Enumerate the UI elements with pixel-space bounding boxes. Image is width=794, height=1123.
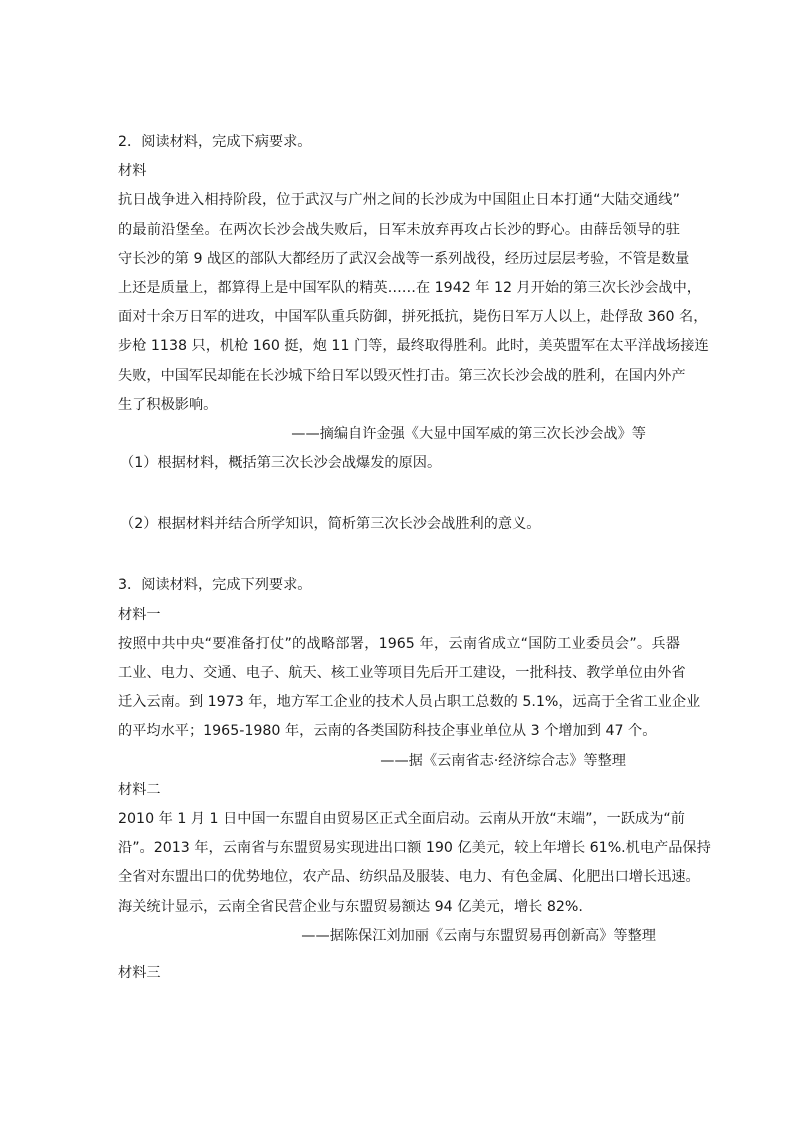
q3-material2-source: ——据陈保江刘加丽《云南与东盟贸易再创新高》等整理 (301, 927, 656, 944)
q2-question-1: （1）根据材料，概括第三次长沙会战爆发的原因。 (120, 455, 442, 472)
q2-paragraph-line: 面对十余万日军的进攻，中国军队重兵防御，拼死抵抗，毙伤日军万人以上，赴俘敌 360 名， (118, 309, 708, 326)
q3-material2-label: 材料二 (118, 781, 161, 798)
q2-material-label: 材料 (118, 163, 147, 180)
q2-question-2: （2）根据材料并结合所学知识，简析第三次长沙会战胜利的意义。 (120, 516, 541, 533)
q3-material2-line: 2010 年 1 月 1 日中国一东盟自由贸易区正式全面启动。云南从开放“末端”，一跃成为“前 (118, 810, 685, 827)
q3-material3-label: 材料三 (118, 964, 161, 981)
q2-paragraph-line: 生了积极影响。 (118, 396, 218, 413)
q3-material2-line: 海关统计显示，云南全省民营企业与东盟贸易额达 94 亿美元，增长 82%. (118, 898, 583, 915)
q3-material1-line: 按照中共中央“要准备打仗”的战略部署，1965 年，云南省成立“国防工业委员会”。兵器 (118, 635, 680, 652)
q3-material1-line: 的平均水平；1965-1980 年，云南的各类国防科技企事业单位从 3 个增加到 47 个。 (118, 723, 657, 740)
q2-source: ——摘编自许金强《大显中国军威的第三次长沙会战》等 (291, 425, 646, 442)
document-content (118, 128, 711, 988)
q2-paragraph-line: 守长沙的第 9 战区的部队大都经历了武汉会战等一系列战役，经历过层层考验，不管是数量 (118, 250, 690, 267)
q2-paragraph-line: 步枪 1138 只，机枪 160 挺，炮 11 门等，最终取得胜利。此时，美英盟军在太平洋战场接连 (118, 338, 709, 355)
q3-material2-paragraph (118, 805, 711, 922)
q3-material2-line: 沿”。2013 年，云南省与东盟贸易实现进出口额 190 亿美元，较上年增长 61%.机电产品保持 (118, 840, 711, 857)
q2-paragraph-line: 失败，中国军民却能在长沙城下给日军以毁灭性打击。第三次长沙会战的胜利，在国内外产 (118, 367, 686, 384)
q3-material1-line: 迁入云南。到 1973 年，地方军工企业的技术人员占职工总数的 5.1%，远高于全省工业企业 (118, 694, 701, 711)
q2-heading: 2．阅读材料，完成下病要求。 (118, 134, 312, 150)
q2-paragraph-line: 的最前沿堡垒。在两次长沙会战失败后，日军未放弃再攻占长沙的野心。由薛岳领导的驻 (118, 221, 680, 238)
q2-paragraph-line: 抗日战争进入相持阶段，位于武汉与广州之间的长沙成为中国阻止日本打通“大陆交通线” (118, 192, 680, 209)
q3-material1-source: ——据《云南省志·经济综合志》等整理 (380, 752, 626, 769)
q3-material1-line: 工业、电力、交通、电子、航天、核工业等项目先后开工建设，一批科技、教学单位由外省 (118, 665, 686, 681)
q2-paragraph-line: 上还是质量上，都算得上是中国军队的精英……在 1942 年 12 月开始的第三次长沙会战中， (118, 279, 701, 296)
q3-material1-paragraph (118, 630, 701, 747)
q3-material2-line: 全省对东盟出口的优势地位，农产品、纺织品及服装、电力、有色金属、化肥出口增长迅速。 (118, 869, 700, 886)
q3-material1-label: 材料一 (118, 606, 161, 623)
q2-material-paragraph (118, 186, 709, 420)
q3-heading: 3．阅读材料，完成下列要求。 (118, 577, 312, 594)
